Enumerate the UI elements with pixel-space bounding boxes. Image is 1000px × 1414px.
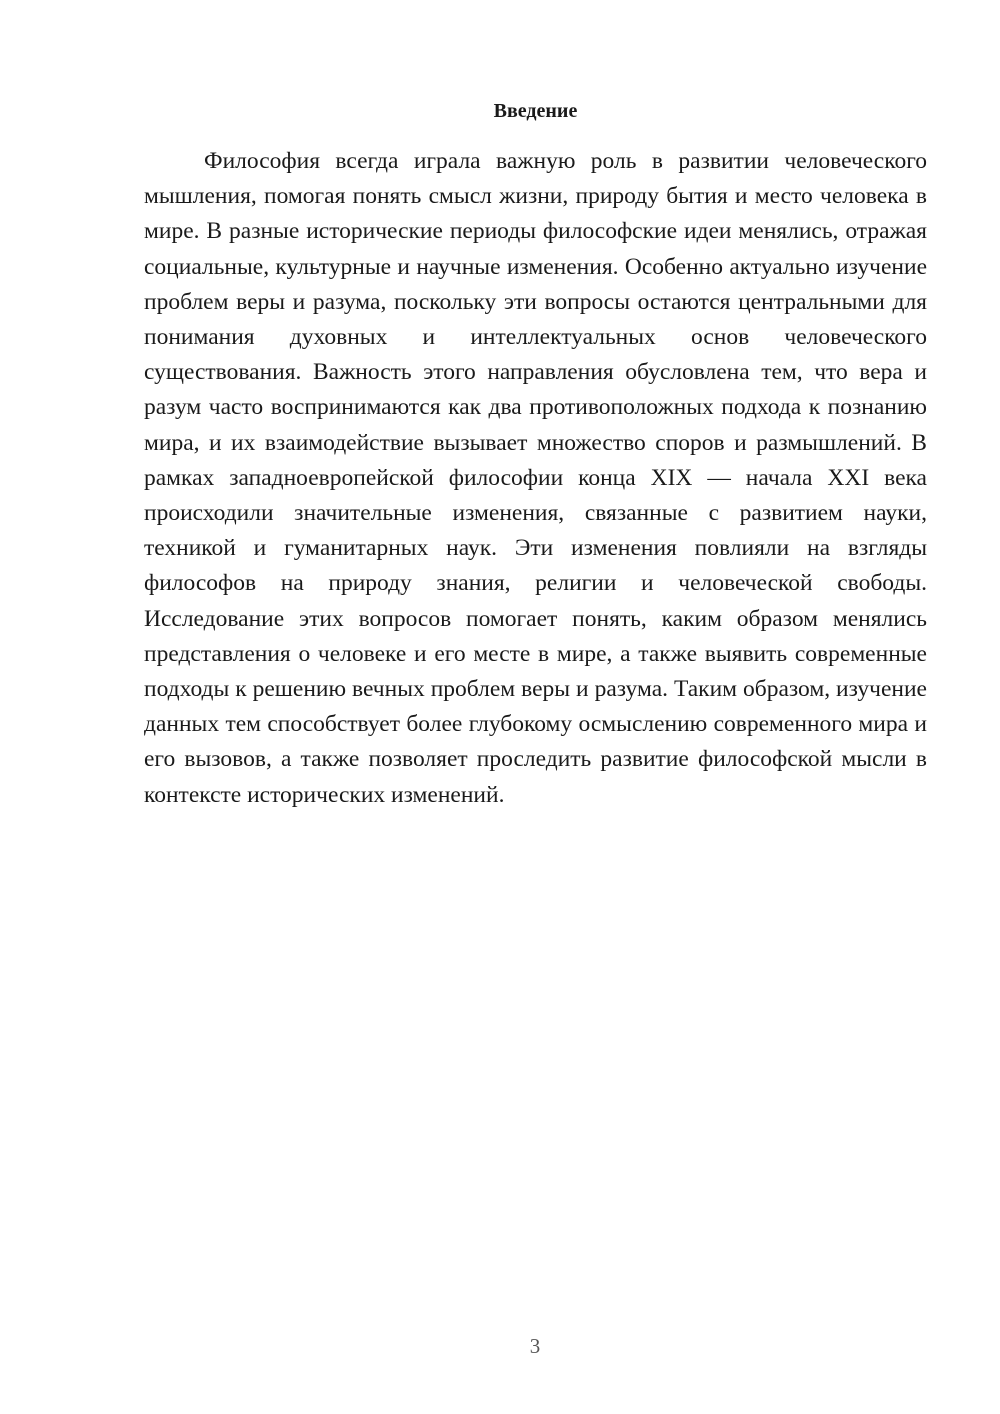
section-title: Введение	[493, 100, 578, 122]
page-number: 3	[529, 1334, 541, 1358]
body-paragraph: Философия всегда играла важную роль в развитии человеческого мышления, помогая понять смысл жизни, природу бытия и место человека в мире. В разные исторические периоды философские идеи менялись, отражая социальные, культурные и научные изменения. Особенно актуально изучение проблем веры и разума, поскольку эти вопросы остаются центральными для понимания духовных и интеллектуальных основ человеческого существования. Важность этого направления обусловлена тем, что вера и разум часто воспринимаются как два противоположных подхода к познанию мира, и их взаимодействие вызывает множество споров и размышлений. В рамках западноевропейской философии конца XIX — начала XXI века происходили значительные изменения, связанные с развитием науки, техникой и гуманитарных наук. Эти изменения повлияли на взгляды философов на природу знания, религии и человеческой свободы. Исследование этих вопросов помогает понять, каким образом менялись представления о человеке и его месте в мире, а также выявить современные подходы к решению вечных проблем веры и разума. Таким образом, изучение данных тем способствует более глубокому осмыслению современного мира и его вызовов, а также позволяет проследить развитие философской мысли в контексте исторических изменений.	[144, 148, 927, 808]
